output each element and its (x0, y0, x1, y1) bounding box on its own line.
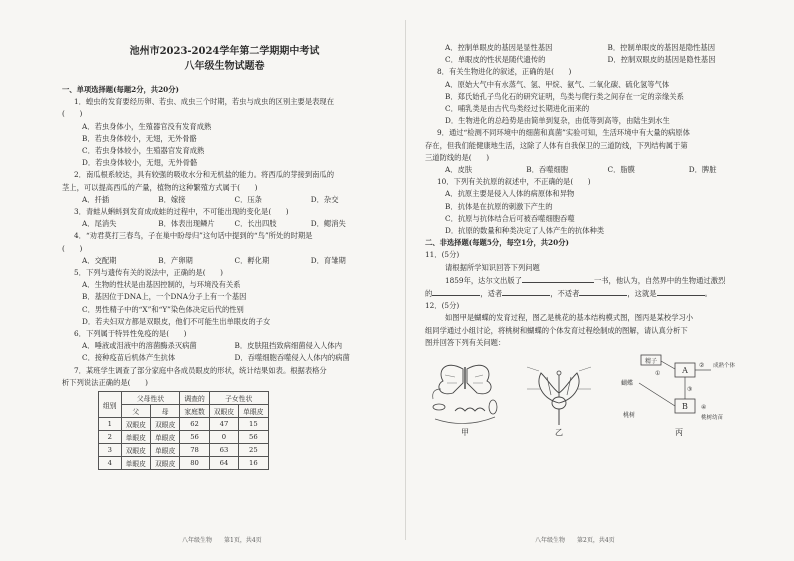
q4-option-a: A．交配期 (82, 255, 117, 265)
q2-option-b: B．嫁接 (158, 194, 186, 204)
q11-line-2: 的 ，适者 ，不适者 ，这就是 。 (425, 289, 712, 299)
q4-stem: 4．“劝君莫打三春鸟，子在巢中盼母归”这句话中提到的“鸟”所处的时期是 (74, 231, 313, 241)
question-1 (62, 96, 387, 169)
exam-title: 池州市2023-2024学年第二学期期中考试 (129, 46, 320, 57)
question-9 (425, 127, 770, 176)
question-3 (62, 206, 387, 230)
table-row: 4 单眼皮 双眼皮 80 64 16 (99, 457, 269, 470)
table-row: 2 单眼皮 单眼皮 56 0 56 (99, 431, 269, 444)
label-circle-1: ① (655, 370, 661, 378)
q9-option-d: D．脾脏 (688, 165, 717, 175)
q11-line-1: 1859年，达尔文出版了 一书，他认为，自然界中的生物通过激烈 (445, 275, 726, 285)
q7-option-b: B．控制单眼皮的基因是隐性基因 (607, 43, 716, 52)
q7-option-d: D．控制双眼皮的基因是隐性基因 (607, 55, 716, 65)
figure-jia-label: 甲 (461, 428, 469, 438)
question-10 (425, 176, 770, 237)
q10-option-c: C．抗原与抗体结合后可被吞噬细胞吞噬 (445, 213, 575, 223)
question-7-options (425, 42, 770, 66)
label-mature: 成熟个体 (713, 363, 736, 370)
page-1 (62, 6, 387, 556)
q10-option-a: A．抗原主要是侵入人体的病原体和异物 (445, 189, 575, 199)
question-7 (62, 365, 387, 389)
q2-option-d: D．杂交 (310, 194, 339, 204)
question-8 (425, 66, 770, 127)
q2-option-a: A．扦插 (82, 194, 110, 204)
q6-option-a: A．唾液或泪液中的溶菌酶杀灭病菌 (82, 341, 197, 351)
label-circle-3: ③ (687, 386, 693, 394)
q9-stem-end: 三道防线的是( ) (425, 152, 490, 162)
q8-option-c: C．哺乳类是由古代鸟类经过长期进化而来的 (445, 104, 590, 114)
q1-option-b: B．若虫身体较小，无翅，无外骨骼 (82, 133, 197, 143)
question-2 (62, 169, 387, 206)
exam-subtitle: 八年级生物试题卷 (184, 61, 265, 72)
q12-text-cont: 组同学通过小组讨论，将桃树和蝴蝶的个体发育过程绘制成的图解，请认真分析下 (425, 325, 688, 335)
q4-option-c: C．孵化期 (234, 255, 270, 265)
q9-option-c: C．脂膜 (607, 165, 635, 175)
figure-yi (519, 359, 599, 438)
q9-stem-cont: 存在，但我们能健康地生活，这除了人体有自我保卫的三道防线，下列结构属于第 (425, 140, 688, 150)
q7-option-a: A．控制单眼皮的基因是显性基因 (445, 43, 553, 52)
question-6 (62, 328, 387, 365)
q5-option-b: B．基因位于DNA上，一个DNA分子上有一个基因 (82, 292, 247, 302)
figure-yi-label: 乙 (555, 428, 563, 438)
label-seedling: 桃树幼苗 (701, 415, 724, 422)
table-row: 3 双眼皮 单眼皮 78 63 25 (99, 444, 269, 457)
table-header-count: 家庭数 (180, 405, 209, 418)
label-circle-4: ④ (701, 404, 707, 412)
section-1-header: 一、单项选择题(每题2分，共20分) (62, 85, 179, 94)
q10-stem: 10．下列有关抗原的叙述中，不正确的是( ) (437, 177, 591, 187)
label-a: A (682, 366, 688, 376)
q11-head: 11．(5分) (425, 250, 460, 260)
genetics-table (98, 391, 269, 470)
q12-head: 12．(5分) (425, 301, 460, 311)
q1-option-a: A．若虫身体小，生殖器官没有发育成熟 (82, 121, 212, 131)
page-footer-1: 八年级生物 第1页，共4页 (182, 537, 262, 544)
q5-option-c: C．男性精子中的“X”和“Y”染色体决定后代的性别 (82, 304, 244, 314)
table-header-father: 父 (121, 405, 150, 418)
q1-option-c: C．若虫身体较小，生殖器官发育成熟 (82, 146, 205, 156)
table-header-parents: 父母性状 (121, 392, 180, 405)
label-circle-2: ② (699, 362, 705, 370)
table-header-single: 单眼皮 (239, 405, 268, 418)
q7-option-c: C．单眼皮的性状是随代遗传的 (445, 55, 546, 65)
q7-stem-cont: 析下列说法正确的是( ) (62, 377, 148, 387)
q8-option-d: D．生物进化的总趋势是由简单到复杂，由低等到高等，由陆生到水生 (445, 116, 670, 126)
q9-option-b: B．吞噬细胞 (526, 165, 569, 175)
q4-option-d: D．育雏期 (310, 255, 346, 265)
figure-jia (425, 359, 505, 438)
question-11 (425, 249, 770, 300)
q1-stem: 1．蝗虫的发育要经历卵、若虫、成虫三个时期，若虫与成虫的区别主要是表现在 (74, 97, 335, 107)
question-12 (425, 300, 770, 349)
q9-option-a: A．皮肤 (445, 165, 473, 175)
butterfly-lifecycle-icon (425, 359, 505, 427)
q2-stem: 2．南瓜根系较达，具有较强的吸收水分和无机盐的能力。将西瓜的芽接到南瓜的 (74, 170, 335, 180)
q6-option-b: B．皮肤阻挡致病细菌侵入人体内 (234, 341, 343, 351)
question-4 (62, 230, 387, 267)
q11-blank-3[interactable] (502, 287, 550, 296)
label-sperm: 精子 (644, 358, 658, 366)
label-b: B (682, 402, 688, 412)
development-diagram (619, 353, 739, 427)
table-header-children: 子女性状 (209, 392, 268, 405)
page-2 (425, 6, 770, 556)
q11-blank-2[interactable] (432, 287, 480, 296)
table-header-surveyed: 调查的 (180, 392, 209, 405)
q12-text-end: 图并回答下列有关问题： (425, 337, 506, 347)
q4-bracket: ( ) (62, 243, 83, 253)
figure-bing-label: 丙 (675, 428, 683, 438)
q8-stem: 8．有关生物进化的叙述，正确的是( ) (437, 67, 572, 77)
table-row: 1 双眼皮 双眼皮 62 47 15 (99, 418, 269, 431)
q7-stem: 7．某班学生调查了部分家庭中各成员眼皮的形状，统计结果如表。根据表格分 (74, 365, 327, 375)
question-5 (62, 267, 387, 328)
q3-option-d: D．鳃消失 (310, 219, 346, 229)
q6-option-d: D．吞噬细胞吞噬侵入人体内的病菌 (234, 353, 350, 363)
page-divider (405, 20, 406, 540)
q3-option-b: B．体表出现鳞片 (158, 219, 215, 229)
q2-stem-cont: 茎上，可以提高西瓜的产量，植物的这种繁殖方式属于( ) (62, 182, 258, 192)
figure-bing (619, 353, 739, 438)
q4-option-b: B．产卵期 (158, 255, 193, 265)
q1-bracket: ( ) (62, 109, 83, 119)
label-tree: 桃树 (623, 412, 636, 420)
q3-stem: 3．青蛙从蝌蚪到发育成成蛙的过程中，不可能出现的变化是( ) (74, 207, 289, 217)
q6-option-c: C．接种疫苗后机体产生抗体 (82, 353, 176, 363)
peach-flower-icon (519, 359, 599, 427)
q12-text: 如图甲是蝴蝶的发育过程，图乙是桃花的基本结构模式图，图丙是某校学习小 (445, 313, 694, 323)
figures (425, 353, 770, 438)
q6-stem: 6．下列属于特异性免疫的是( ) (74, 329, 187, 339)
label-butterfly: 蝴蝶 (621, 380, 634, 388)
q11-blank-4[interactable] (579, 287, 627, 296)
section-2-header: 二、非选择题(每题5分，每空1分，共20分) (425, 238, 569, 248)
q8-option-b: B．郑氏始孔子鸟化石的研究证明，鸟类与爬行类之间存在一定的亲缘关系 (445, 91, 684, 101)
q1-option-d: D．若虫身体较小，无翅，无外骨骼 (82, 158, 198, 168)
table-header-double: 双眼皮 (209, 405, 238, 418)
q10-option-b: B．抗体是在抗原的刺激下产生的 (445, 201, 553, 211)
table-header-group: 组别 (99, 392, 122, 418)
q10-option-d: D．抗原的数量和种类决定了人体产生的抗体种类 (445, 226, 605, 236)
q3-option-c: C．长出四肢 (234, 219, 277, 229)
q5-option-d: D．若夫妇双方都是双眼皮，他们不可能生出单眼皮的子女 (82, 316, 271, 326)
q5-option-a: A．生物的性状是由基因控制的，与环境没有关系 (82, 280, 241, 290)
table-header-mother: 母 (150, 405, 179, 418)
q9-stem: 9．通过“检测不同环境中的细菌和真菌”实验可知，生活环境中有大量的病原体 (437, 128, 690, 138)
page-footer-2: 八年级生物 第2页，共4页 (535, 537, 615, 544)
q11-blank-1[interactable] (522, 274, 594, 283)
q11-intro: 请根据所学知识回答下列问题 (445, 262, 540, 272)
q5-stem: 5．下列与遗传有关的说法中，正确的是( ) (74, 268, 223, 278)
q11-blank-5[interactable] (657, 287, 705, 296)
q8-option-a: A．原始大气中有水蒸气、氢、甲烷、氨气、二氧化碳、硫化氢等气体 (445, 79, 670, 89)
q2-option-c: C．压条 (234, 194, 262, 204)
q3-option-a: A．尾消失 (82, 219, 117, 229)
